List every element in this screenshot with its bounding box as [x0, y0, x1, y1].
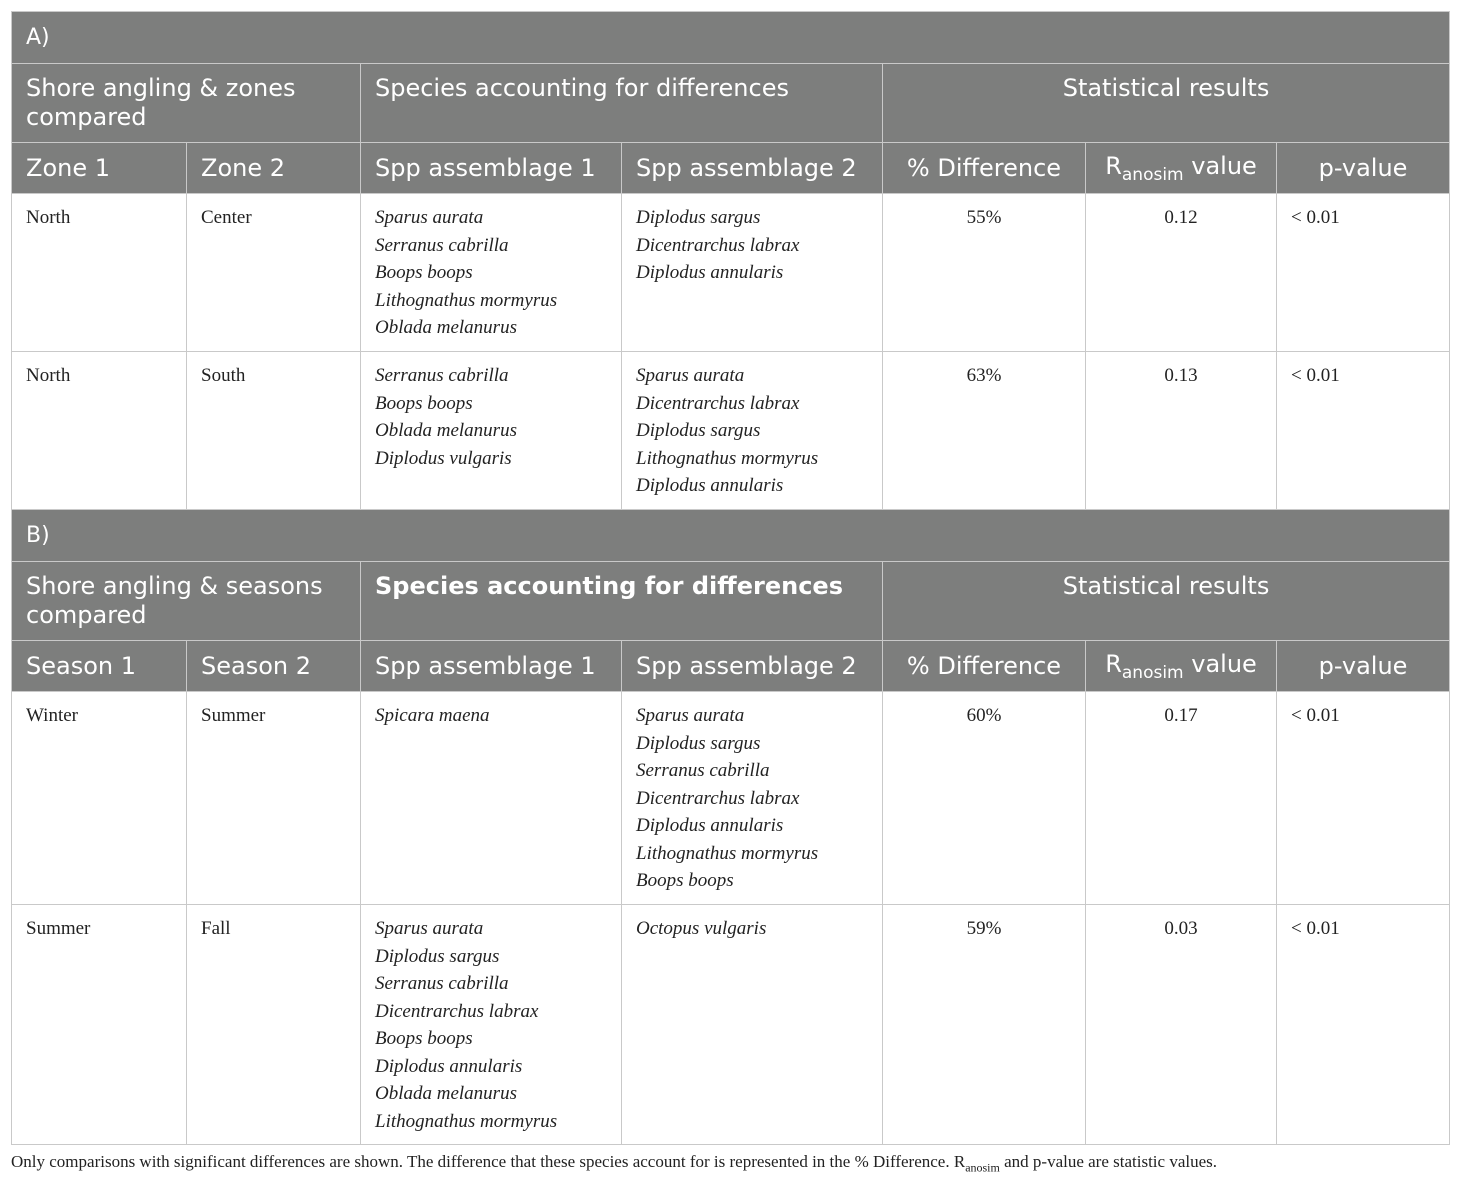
species-name: Dicentrarchus labrax — [636, 787, 800, 809]
section-a-col-zone1: Zone 1 — [12, 143, 187, 194]
species-name: Oblada melanurus — [375, 317, 517, 338]
species-name: Lithognathus mormyrus — [375, 1110, 558, 1132]
results-table — [11, 11, 1450, 1145]
section-b-label: B) — [12, 510, 1450, 562]
difference-cell: 55% — [883, 194, 1086, 352]
species-name: Diplodus sargus — [636, 207, 761, 228]
species-name: Serranus cabrilla — [636, 760, 770, 781]
section-b-stats-header: Statistical results — [883, 562, 1450, 641]
species-name: Serranus cabrilla — [375, 973, 509, 994]
section-b-col-season2: Season 2 — [187, 641, 361, 692]
season2-cell: Fall — [187, 905, 361, 1145]
species-name: Sparus aurata — [636, 705, 745, 726]
section-b-group-header — [12, 562, 1450, 641]
table-row — [12, 692, 1450, 905]
species-name: Boops boops — [375, 1028, 473, 1049]
species-name: Lithognathus mormyrus — [375, 289, 558, 311]
ranosim-cell: 0.13 — [1086, 352, 1277, 510]
zone1-cell: North — [12, 352, 187, 510]
ranosim-cell: 0.12 — [1086, 194, 1277, 352]
section-a-stats-header: Statistical results — [883, 64, 1450, 143]
section-a-column-header — [12, 143, 1450, 194]
difference-cell: 59% — [883, 905, 1086, 1145]
species-name: Boops boops — [375, 262, 473, 283]
species-name: Diplodus annularis — [636, 262, 784, 283]
section-a-group-header — [12, 64, 1450, 143]
species-name: Octopus vulgaris — [636, 918, 767, 939]
assemblage1-cell — [361, 905, 622, 1145]
species-name: Dicentrarchus labrax — [636, 234, 800, 256]
difference-cell: 63% — [883, 352, 1086, 510]
species-name: Serranus cabrilla — [375, 365, 509, 386]
assemblage1-cell — [361, 352, 622, 510]
species-name: Boops boops — [375, 392, 473, 414]
table-row — [12, 194, 1450, 352]
species-name: Diplodus annularis — [636, 475, 784, 496]
pvalue-cell: < 0.01 — [1277, 352, 1450, 510]
section-b-col-pvalue: p-value — [1277, 641, 1450, 692]
assemblage2-cell — [622, 194, 883, 352]
section-b-column-header — [12, 641, 1450, 692]
pvalue-cell: < 0.01 — [1277, 194, 1450, 352]
section-a-col-zone2: Zone 2 — [187, 143, 361, 194]
species-name: Diplodus vulgaris — [375, 447, 512, 469]
section-b-col-assemblage2: Spp assemblage 2 — [622, 641, 883, 692]
season1-cell: Winter — [12, 692, 187, 905]
ranosim-cell: 0.17 — [1086, 692, 1277, 905]
assemblage2-cell — [622, 692, 883, 905]
species-name: Diplodus sargus — [636, 732, 761, 754]
section-b-species-header: Species accounting for differences — [361, 562, 883, 641]
section-b-label-row — [12, 510, 1450, 562]
species-name: Diplodus annularis — [636, 815, 784, 836]
section-b-compare-header: Shore angling & seasons compared — [12, 562, 361, 641]
section-a-col-assemblage1: Spp assemblage 1 — [361, 143, 622, 194]
section-a-label-row — [12, 12, 1450, 64]
species-name: Spicara maena — [375, 705, 490, 726]
section-b-col-assemblage1: Spp assemblage 1 — [361, 641, 622, 692]
section-a-col-assemblage2: Spp assemblage 2 — [622, 143, 883, 194]
species-name: Diplodus sargus — [636, 420, 761, 441]
section-b-col-ranosim: $R_{anosim}$ value — [1086, 641, 1277, 692]
species-name: Sparus aurata — [375, 207, 484, 228]
species-name: Sparus aurata — [375, 918, 484, 939]
table-footnote: Only comparisons with significant differences are shown. The difference that these species account for is represented in the % Difference. $R_{anosim}$ and p-value are statistic values. — [11, 1152, 1217, 1175]
season1-cell: Summer — [12, 905, 187, 1145]
section-a-compare-header: Shore angling & zones compared — [12, 64, 361, 143]
zone2-cell: Center — [187, 194, 361, 352]
season2-cell: Summer — [187, 692, 361, 905]
table-row — [12, 352, 1450, 510]
ranosim-cell: 0.03 — [1086, 905, 1277, 1145]
section-a-col-ranosim: $R_{anosim}$ value — [1086, 143, 1277, 194]
pvalue-cell: < 0.01 — [1277, 905, 1450, 1145]
pvalue-cell: < 0.01 — [1277, 692, 1450, 905]
assemblage2-cell — [622, 352, 883, 510]
table-row — [12, 905, 1450, 1145]
section-a-col-pvalue: p-value — [1277, 143, 1450, 194]
difference-cell: 60% — [883, 692, 1086, 905]
species-name: Lithognathus mormyrus — [636, 842, 819, 864]
species-name: Sparus aurata — [636, 365, 745, 386]
section-a-label: A) — [12, 12, 1450, 64]
section-b-col-difference: % Difference — [883, 641, 1086, 692]
section-a-col-difference: % Difference — [883, 143, 1086, 194]
species-name: Diplodus sargus — [375, 945, 500, 967]
zone2-cell: South — [187, 352, 361, 510]
zone1-cell: North — [12, 194, 187, 352]
species-name: Lithognathus mormyrus — [636, 447, 819, 469]
section-a-species-header: Species accounting for differences — [361, 64, 883, 143]
species-name: Serranus cabrilla — [375, 234, 509, 256]
assemblage2-cell — [622, 905, 883, 1145]
species-name: Boops boops — [636, 870, 734, 891]
assemblage1-cell — [361, 692, 622, 905]
species-name: Dicentrarchus labrax — [375, 1000, 539, 1022]
species-name: Diplodus annularis — [375, 1055, 523, 1077]
species-name: Oblada melanurus — [375, 420, 517, 441]
species-name: Oblada melanurus — [375, 1083, 517, 1104]
assemblage1-cell — [361, 194, 622, 352]
section-b-col-season1: Season 1 — [12, 641, 187, 692]
species-name: Dicentrarchus labrax — [636, 392, 800, 414]
